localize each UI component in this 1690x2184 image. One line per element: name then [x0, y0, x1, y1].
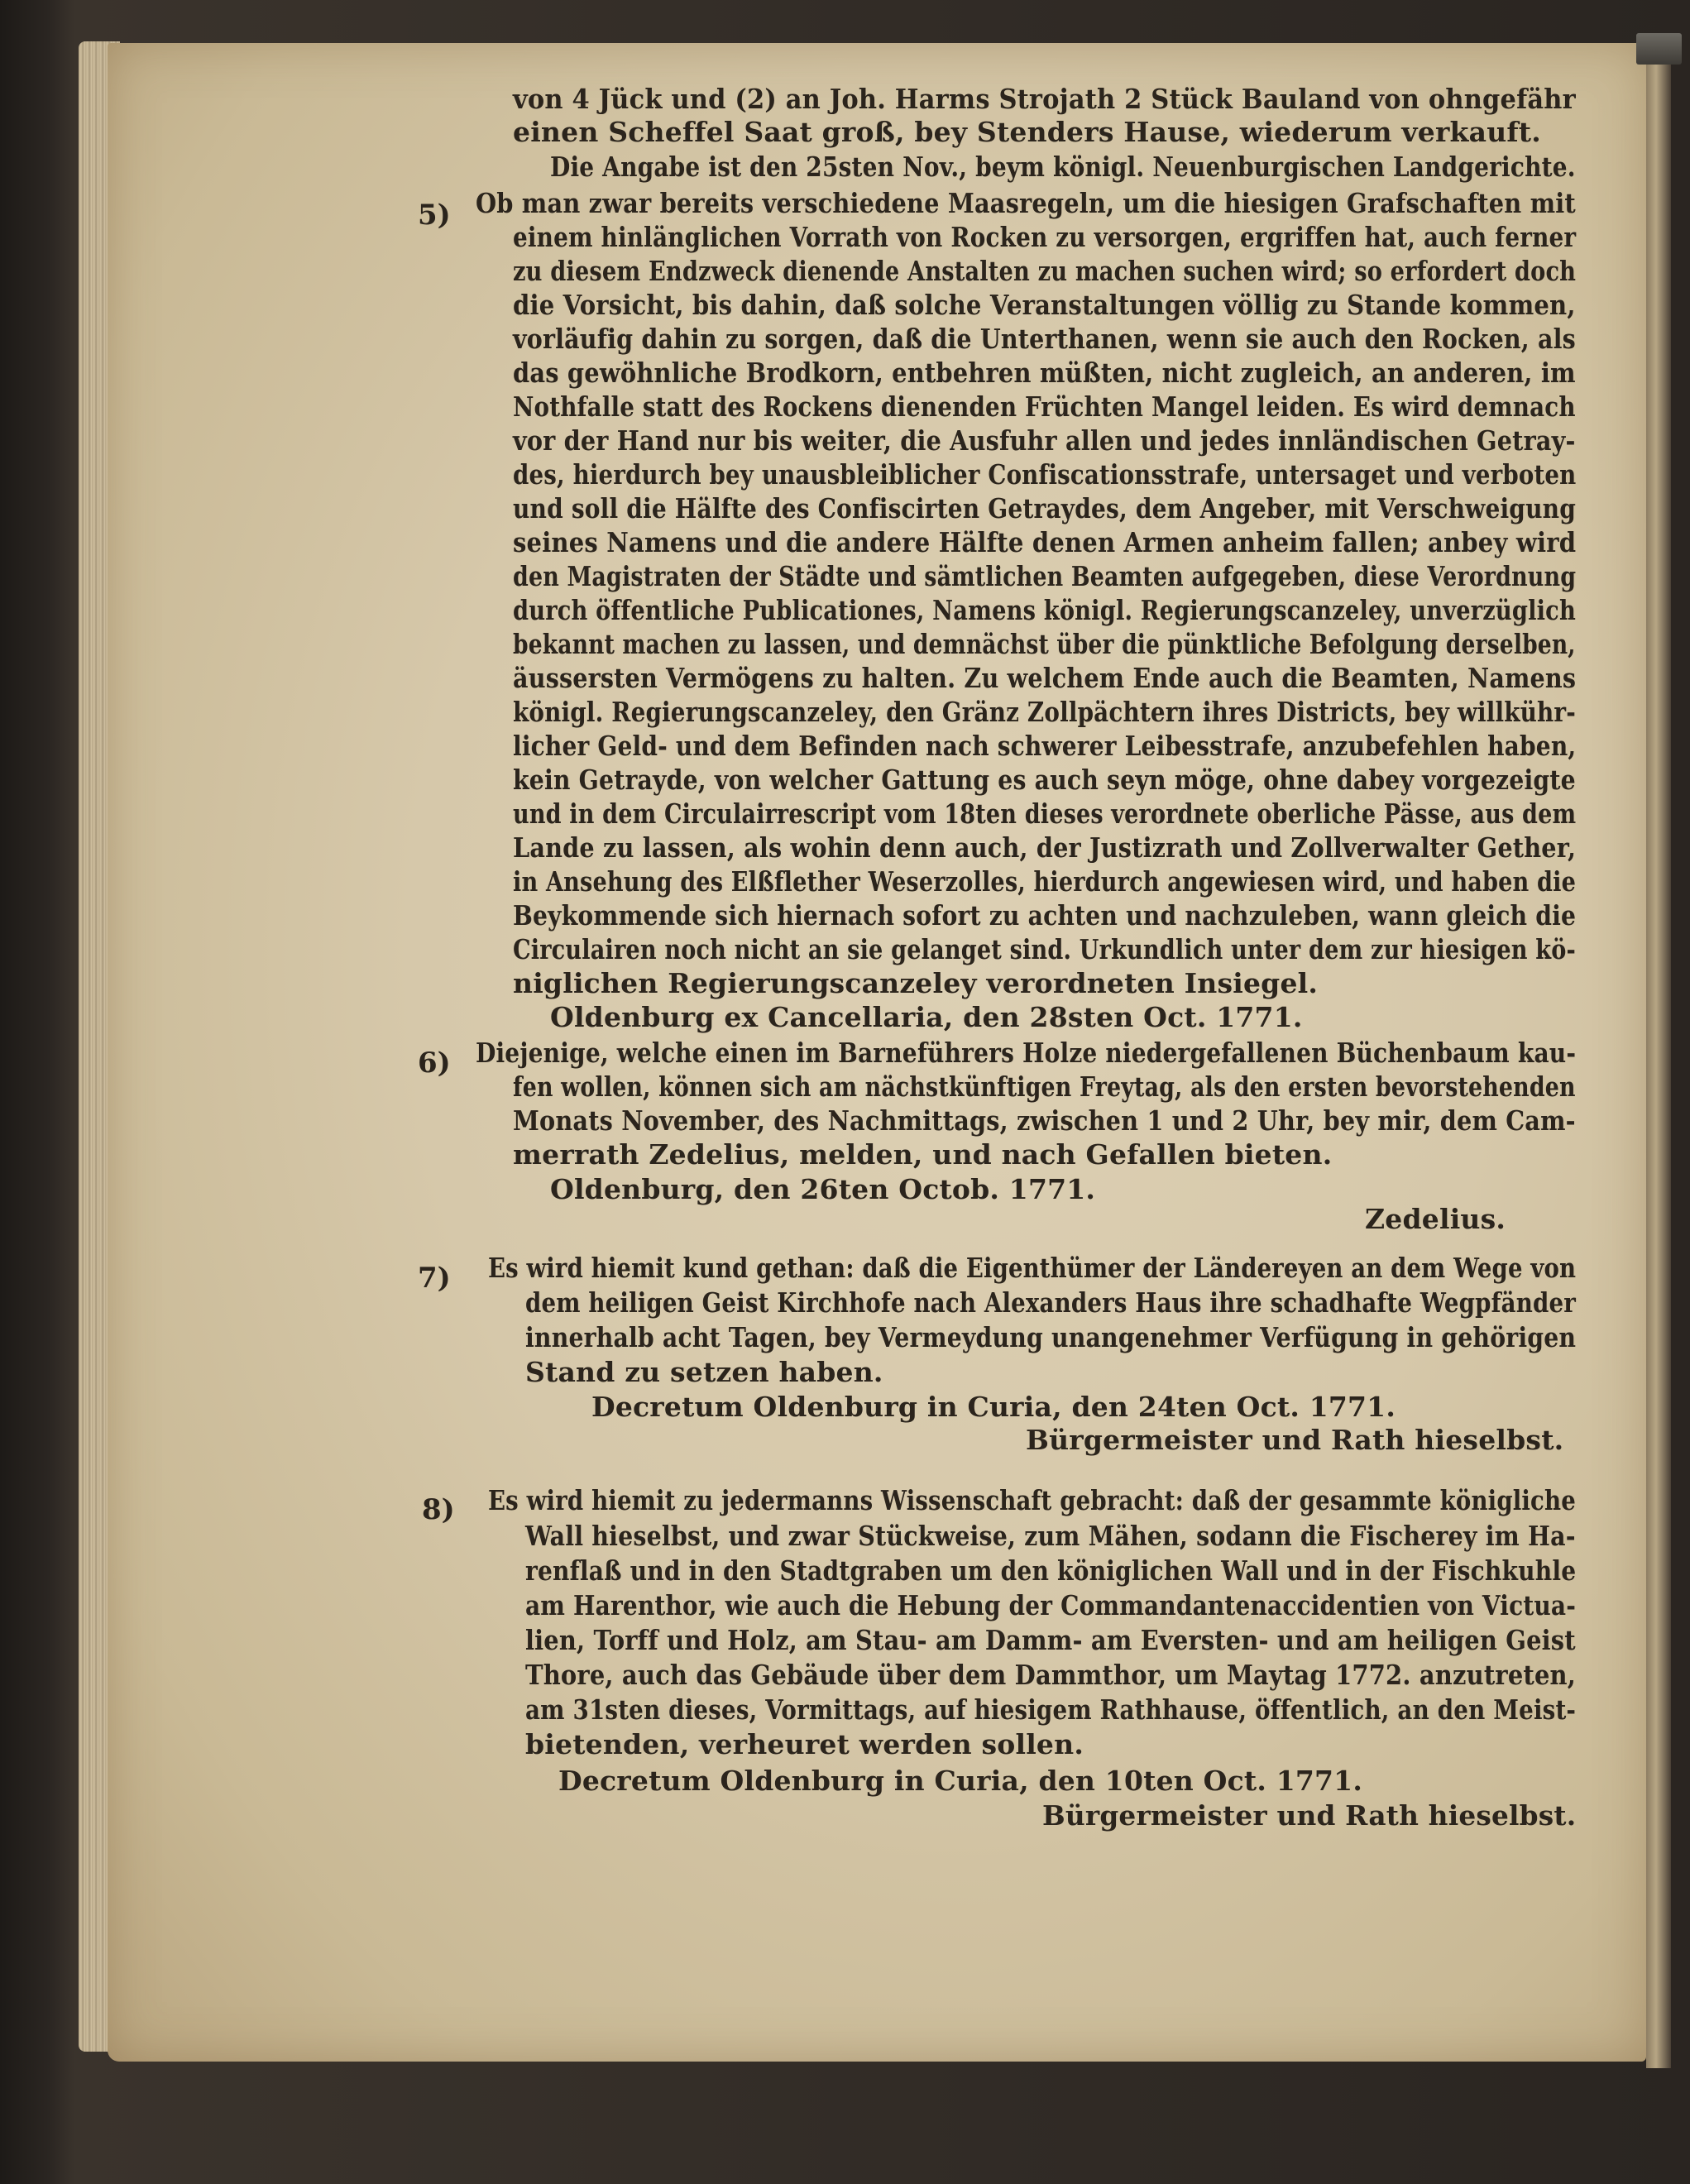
text-line: von 4 Jück und (2) an Joh. Harms Strojath 2 Stück Bauland von ohngefähr — [513, 83, 1576, 115]
text-line: das gewöhnliche Brodkorn, entbehren müßten, nicht zugleich, an anderen, im — [513, 357, 1576, 389]
text-line: einem hinlänglichen Vorrath von Rocken zu versorgen, ergriffen hat, auch ferner — [513, 221, 1577, 253]
text-line: Decretum Oldenburg in Curia, den 10ten Oct. 1771. — [558, 1765, 1363, 1797]
text-line: dem heiligen Geist Kirchhofe nach Alexanders Haus ihre schadhafte Wegpfänder — [525, 1286, 1576, 1319]
text-line: Nothfalle statt des Rockens dienenden Früchten Mangel leiden. Es wird demnach — [513, 390, 1576, 423]
item-number: 8) — [422, 1493, 455, 1526]
text-line: einen Scheffel Saat groß, bey Stenders Hause, wiederum verkauft. — [513, 116, 1541, 148]
text-line: des, hierdurch bey unausbleiblicher Confiscationsstrafe, untersaget und verboten — [513, 458, 1577, 491]
text-line: renflaß und in den Stadtgraben um den königlichen Wall und in der Fischkuhle — [525, 1554, 1577, 1587]
text-line: Circulairen noch nicht an sie gelanget sind. Urkundlich unter dem zur hiesigen kö- — [513, 933, 1576, 965]
text-line: niglichen Regierungscanzeley verordneten Insiegel. — [513, 967, 1319, 999]
text-line: bekannt machen zu lassen, und demnächst über die pünktliche Befolgung derselben, — [513, 628, 1576, 660]
text-line: Es wird hiemit zu jedermanns Wissenschaft gebracht: daß der gesammte königliche — [488, 1484, 1576, 1516]
text-line: Oldenburg, den 26ten Octob. 1771. — [550, 1173, 1096, 1205]
text-line: am Harenthor, wie auch die Hebung der Commandantenaccidentien von Victua- — [525, 1589, 1577, 1621]
text-line: Ob man zwar bereits verschiedene Maasregeln, um die hiesigen Grafschaften mit — [476, 187, 1576, 219]
text-line: licher Geld- und dem Befinden nach schwerer Leibesstrafe, anzubefehlen haben, — [513, 730, 1577, 762]
text-line: und in dem Circulairrescript vom 18ten dieses verordnete oberliche Pässe, aus dem — [513, 797, 1577, 830]
signature-line: Zedelius. — [1365, 1203, 1506, 1235]
text-line: fen wollen, können sich am nächstkünftigen Freytag, als den ersten bevorstehenden — [513, 1070, 1576, 1103]
text-line: vor der Hand nur bis weiter, die Ausfuhr allen und jedes innländischen Getray- — [513, 424, 1576, 457]
text-line: Beykommende sich hiernach sofort zu achten und nachzuleben, wann gleich die — [513, 899, 1577, 932]
text-line: Es wird hiemit kund gethan: daß die Eigenthümer der Ländereyen an dem Wege von — [488, 1252, 1577, 1284]
text-line: Stand zu setzen haben. — [525, 1356, 883, 1388]
text-line: am 31sten dieses, Vormittags, auf hiesigem Rathhause, öffentlich, an den Meist- — [525, 1693, 1577, 1726]
text-line: lien, Torff und Holz, am Stau- am Damm- am Eversten- und am heiligen Geist — [525, 1624, 1576, 1656]
text-line: und soll die Hälfte des Confiscirten Getraydes, dem Angeber, mit Verschweigung — [513, 492, 1576, 524]
text-line: durch öffentliche Publicationes, Namens königl. Regierungscanzeley, unverzüglich — [513, 594, 1576, 626]
text-line: äussersten Vermögens zu halten. Zu welchem Ende auch die Beamten, Namens — [513, 662, 1577, 694]
text-line: zu diesem Endzweck dienende Anstalten zu machen suchen wird; so erfordert doch — [513, 255, 1577, 287]
text-line: Diejenige, welche einen im Barneführers Holze niedergefallenen Büchenbaum kau- — [476, 1037, 1577, 1069]
text-line: innerhalb acht Tagen, bey Vermeydung unangenehmer Verfügung in gehörigen — [525, 1321, 1577, 1353]
text-line: vorläufig dahin zu sorgen, daß die Unterthanen, wenn sie auch den Rocken, als — [513, 323, 1576, 355]
text-line: die Vorsicht, bis dahin, daß solche Veranstaltungen völlig zu Stande kommen, — [513, 289, 1576, 321]
text-line: Lande zu lassen, als wohin denn auch, der Justizrath und Zollverwalter Gether, — [513, 831, 1577, 864]
text-line: Decretum Oldenburg in Curia, den 24ten Oct. 1771. — [591, 1391, 1396, 1423]
item-number: 7) — [418, 1262, 451, 1295]
text-line: seines Namens und die andere Hälfte denen Armen anheim fallen; anbey wird — [513, 526, 1577, 558]
text-line: merrath Zedelius, melden, und nach Gefallen bieten. — [513, 1138, 1333, 1171]
text-line: Oldenburg ex Cancellaria, den 28sten Oct. 1771. — [550, 1001, 1303, 1033]
text-line: Wall hieselbst, und zwar Stückweise, zum Mähen, sodann die Fischerey im Ha- — [525, 1520, 1576, 1552]
text-line: Monats November, des Nachmittags, zwischen 1 und 2 Uhr, bey mir, dem Cam- — [513, 1104, 1576, 1137]
text-line: königl. Regierungscanzeley, den Gränz Zollpächtern ihres Districts, bey willkühr- — [513, 696, 1576, 728]
text-line: bietenden, verheuret werden sollen. — [525, 1728, 1084, 1760]
item-number: 5) — [418, 199, 451, 232]
text-line: Die Angabe ist den 25sten Nov., beym königl. Neuenburgischen Landgerichte. — [550, 151, 1576, 183]
text-line: Thore, auch das Gebäude über dem Dammthor, um Maytag 1772. anzutreten, — [525, 1659, 1577, 1691]
item-number: 6) — [418, 1046, 451, 1080]
text-line: in Ansehung des Elßflether Weserzolles, hierdurch angewiesen wird, und haben die — [513, 865, 1576, 898]
text-line: den Magistraten der Städte und sämtlichen Beamten aufgegeben, diese Verordnung — [513, 560, 1577, 592]
signature-line: Bürgermeister und Rath hieselbst. — [1042, 1799, 1577, 1832]
text-line: kein Getrayde, von welcher Gattung es auch seyn möge, ohne dabey vorgezeigte — [513, 764, 1576, 796]
signature-line: Bürgermeister und Rath hieselbst. — [1026, 1424, 1564, 1456]
